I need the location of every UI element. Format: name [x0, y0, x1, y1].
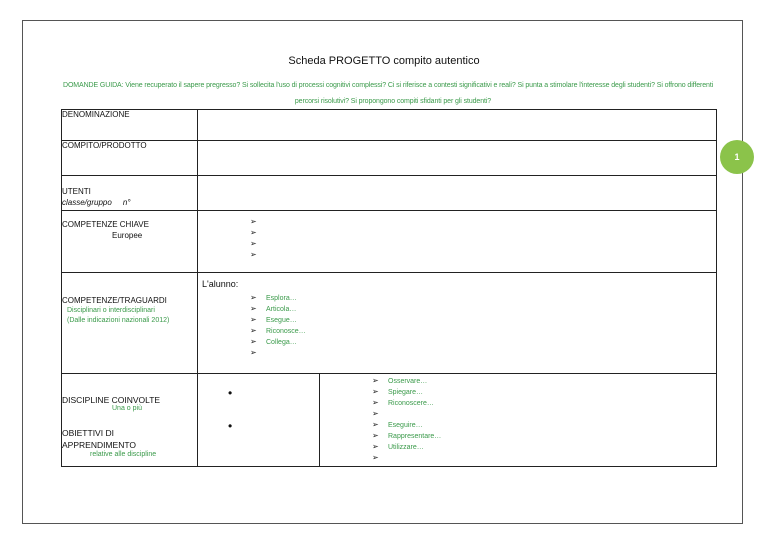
- traguardi-label: COMPETENZE/TRAGUARDI: [62, 296, 167, 305]
- list-item: [250, 292, 716, 303]
- guide-line-2: percorsi risolutivi? Si propongono compiti sfidanti per gli studenti?: [294, 98, 492, 105]
- denominazione-field[interactable]: [198, 110, 717, 141]
- arrow-bullet-icon: ➢: [372, 398, 379, 407]
- label-cell: [62, 374, 198, 467]
- list-item-text: Collega…: [266, 339, 297, 346]
- list-item: [250, 227, 716, 238]
- list-item: [372, 419, 716, 430]
- utenti-sublabel: classe/gruppo n°: [62, 198, 131, 207]
- label-cell: [62, 110, 198, 141]
- obiettivi-field[interactable]: [320, 374, 717, 467]
- discipline-sublabel: Una o più: [112, 405, 142, 412]
- list-item: [250, 238, 716, 249]
- arrow-bullet-icon: ➢: [250, 293, 257, 302]
- competenze-chiave-label: COMPETENZE CHIAVE: [62, 220, 149, 229]
- list-item: [250, 314, 716, 325]
- row-utenti: [62, 176, 717, 211]
- label-cell: [62, 141, 198, 176]
- list-item-text: Esegue…: [266, 317, 297, 324]
- competenze-chiave-sublabel: Europee: [112, 231, 143, 240]
- list-item: [372, 430, 716, 441]
- list-item: [372, 408, 716, 419]
- traguardi-list: [202, 292, 716, 358]
- arrow-bullet-icon: ➢: [372, 453, 379, 462]
- label-cell: [62, 211, 198, 273]
- arrow-bullet-icon: ➢: [250, 250, 257, 259]
- arrow-bullet-icon: ➢: [372, 387, 379, 396]
- list-item-text: Articola…: [266, 306, 297, 313]
- list-item: [372, 452, 716, 463]
- list-item-text: Rappresentare…: [388, 433, 442, 440]
- obiettivi-label-1: OBIETTIVI DI: [62, 428, 114, 438]
- list-item: [372, 386, 716, 397]
- arrow-bullet-icon: ➢: [250, 315, 257, 324]
- row-discipline-obiettivi: [62, 374, 717, 467]
- arrow-bullet-icon: ➢: [250, 326, 257, 335]
- arrow-bullet-icon: ➢: [250, 348, 257, 357]
- list-item-text: Osservare…: [388, 378, 428, 385]
- arrow-bullet-icon: ➢: [250, 239, 257, 248]
- arrow-bullet-icon: ➢: [250, 217, 257, 226]
- list-item-text: Eseguire…: [388, 422, 423, 429]
- list-item-text: Spiegare…: [388, 389, 424, 396]
- row-compito: [62, 141, 717, 176]
- row-denominazione: [62, 110, 717, 141]
- list-item-text: Riconoscere…: [388, 400, 434, 407]
- list-item: [372, 397, 716, 408]
- bullet-icon: •: [228, 386, 233, 400]
- list-item: [250, 325, 716, 336]
- utenti-label: UTENTI: [62, 187, 91, 196]
- compito-label: COMPITO/PRODOTTO: [62, 141, 147, 150]
- list-item: [372, 375, 716, 386]
- arrow-bullet-icon: ➢: [250, 228, 257, 237]
- traguardi-field[interactable]: [198, 273, 717, 374]
- document-title: Scheda PROGETTO compito autentico: [288, 55, 480, 67]
- list-item: [250, 216, 716, 227]
- arrow-bullet-icon: ➢: [250, 337, 257, 346]
- row-competenze-chiave: [62, 211, 717, 273]
- bullet-icon: •: [228, 419, 233, 433]
- list-item: [250, 303, 716, 314]
- discipline-field[interactable]: [198, 374, 320, 467]
- guide-line-1: DOMANDE GUIDA: Viene recuperato il sapere pregresso? Si sollecita l'uso di processi cognitivi complessi? Ci si riferisce a contesti significativi e reali? Si punta a stimolare l'interesse degli studenti? Si offrono differenti: [63, 82, 714, 89]
- denominazione-label: DENOMINAZIONE: [62, 110, 130, 119]
- list-item-text: Riconosce…: [266, 328, 306, 335]
- obiettivi-sublabel: relative alle discipline: [90, 451, 157, 458]
- arrow-bullet-icon: ➢: [250, 304, 257, 313]
- list-item: [250, 336, 716, 347]
- utenti-field[interactable]: [198, 176, 717, 211]
- competenze-chiave-field[interactable]: [198, 211, 717, 273]
- arrow-bullet-icon: ➢: [372, 431, 379, 440]
- compito-field[interactable]: [198, 141, 717, 176]
- list-item: [250, 249, 716, 260]
- traguardi-sublabel-1: Disciplinari o interdisciplinari: [67, 307, 155, 314]
- label-cell: [62, 176, 198, 211]
- obiettivi-label-2: APPRENDIMENTO: [62, 440, 136, 450]
- list-item: [372, 441, 716, 452]
- traguardi-sublabel-2: (Dalle indicazioni nazionali 2012): [67, 317, 170, 324]
- project-form-table: [61, 109, 717, 467]
- arrow-bullet-icon: ➢: [372, 376, 379, 385]
- obiettivi-list-b: [372, 419, 716, 463]
- alunno-label: L'alunno:: [202, 279, 239, 289]
- row-competenze-traguardi: [62, 273, 717, 374]
- label-cell: [62, 273, 198, 374]
- list-item: [250, 347, 716, 358]
- list-item-text: Utilizzare…: [388, 444, 424, 451]
- arrow-bullet-icon: ➢: [372, 420, 379, 429]
- discipline-label: DISCIPLINE COINVOLTE: [62, 395, 161, 405]
- competenze-chiave-list: [250, 216, 716, 260]
- arrow-bullet-icon: ➢: [372, 442, 379, 451]
- guide-questions: [63, 78, 723, 110]
- page-number-badge: 1: [720, 140, 754, 174]
- obiettivi-list-a: [372, 375, 716, 419]
- arrow-bullet-icon: ➢: [372, 409, 379, 418]
- list-item-text: Esplora…: [266, 295, 297, 302]
